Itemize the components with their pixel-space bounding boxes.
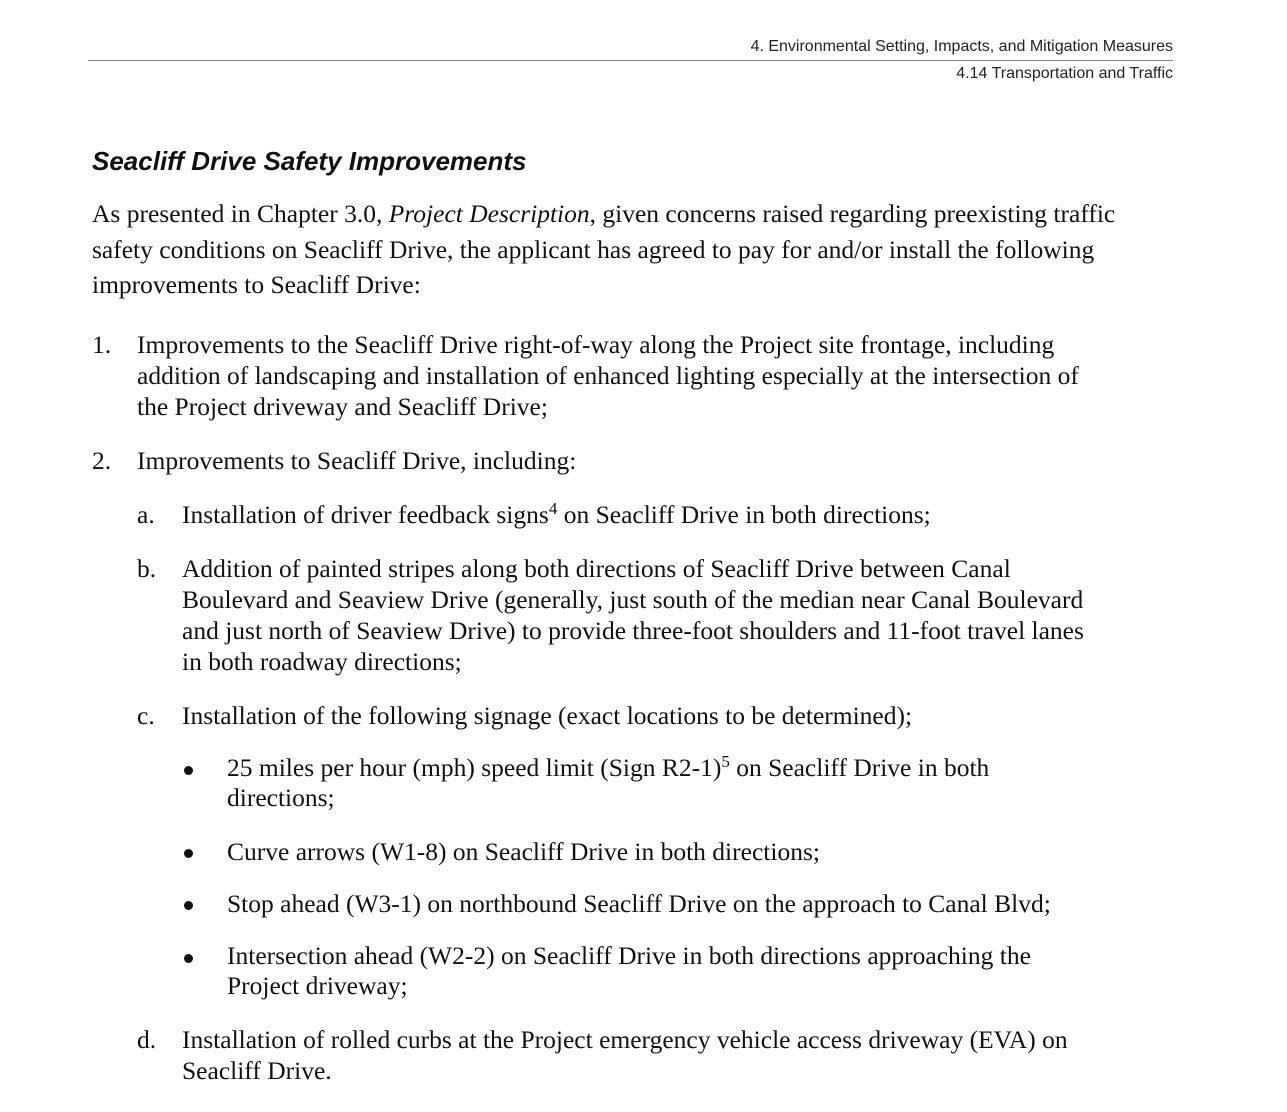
sub-item-marker: a. [137, 500, 155, 529]
section-heading: Seacliff Drive Safety Improvements [92, 146, 527, 176]
sub-item-line: Addition of painted stripes along both directions of Seacliff Drive between Canal [182, 554, 1011, 583]
intro-text-after: , given concerns raised regarding preexisting traffic safety conditions on Seacliff Drive, the applicant has agreed to pay for and/or install the following improvements to Seacliff Drive: [92, 199, 1116, 299]
intro-paragraph [92, 196, 1177, 303]
intro-italic-title: Project Description [388, 199, 590, 228]
bullet-text: Curve arrows (W1-8) on Seacliff Drive in both directions; [227, 837, 820, 866]
sub-item-marker: d. [137, 1025, 157, 1054]
bullet-icon [184, 849, 193, 858]
sub-item-line: Seacliff Drive. [182, 1056, 332, 1085]
bullet-line: Project driveway; [227, 971, 408, 1000]
list-marker: 1. [92, 330, 112, 359]
sub-item-line: Boulevard and Seaview Drive (generally, just south of the median near Canal Boulevard [182, 585, 1084, 614]
sub-item-marker: b. [137, 554, 157, 583]
intro-text-before: As presented in Chapter 3.0, [92, 199, 389, 228]
list-item-line: addition of landscaping and installation of enhanced lighting especially at the intersection of [137, 361, 1079, 390]
sub-item-line: in both roadway directions; [182, 647, 462, 676]
bullet-icon [184, 954, 193, 963]
list-item-line: Improvements to the Seacliff Drive right-of-way along the Project site frontage, including [137, 330, 1055, 359]
footnote-reference: 4 [548, 499, 558, 518]
list-item-line: the Project driveway and Seacliff Drive; [137, 392, 548, 421]
sub-item-text: Installation of the following signage (exact locations to be determined); [182, 701, 913, 730]
bullet-icon [184, 766, 193, 775]
bullet-text-after: on Seacliff Drive in both [729, 753, 990, 782]
sub-item-line: and just north of Seaview Drive) to provide three-foot shoulders and 11-foot travel lanes [182, 616, 1084, 645]
list-item-line: Improvements to Seacliff Drive, including: [137, 446, 577, 475]
sub-item-text-after: on Seacliff Drive in both directions; [557, 500, 931, 529]
header-section-title: 4.14 Transportation and Traffic [956, 65, 1173, 82]
header-chapter-title: 4. Environmental Setting, Impacts, and Mitigation Measures [750, 38, 1173, 55]
bullet-line: directions; [227, 783, 335, 812]
bullet-text: Stop ahead (W3-1) on northbound Seacliff Drive on the approach to Canal Blvd; [227, 889, 1051, 918]
bullet-line: Intersection ahead (W2-2) on Seacliff Drive in both directions approaching the [227, 941, 1031, 970]
bullet-text-before: 25 miles per hour (mph) speed limit (Sign R2-1) [227, 753, 722, 782]
list-marker: 2. [92, 446, 112, 475]
bullet-icon [184, 901, 193, 910]
running-header [88, 36, 1173, 85]
header-rule [88, 60, 1173, 61]
sub-item-text-before: Installation of driver feedback signs [182, 500, 549, 529]
sub-item-marker: c. [137, 701, 155, 730]
sub-item-line: Installation of rolled curbs at the Project emergency vehicle access driveway (EVA) on [182, 1025, 1068, 1054]
footnote-reference: 5 [721, 752, 730, 771]
